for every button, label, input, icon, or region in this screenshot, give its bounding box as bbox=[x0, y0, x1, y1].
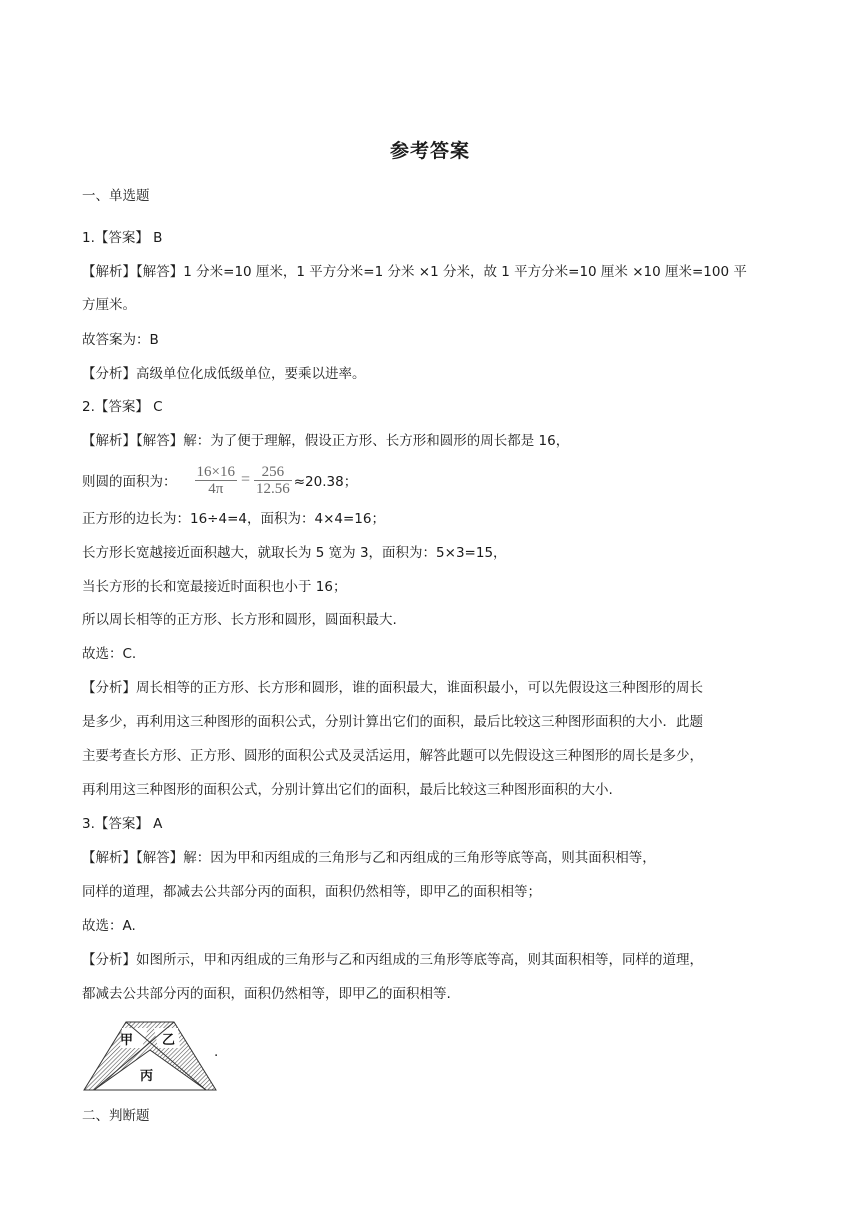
q2-reasoning-line1: 【分析】周长相等的正方形、长方形和圆形，谁的面积最大，谁面积最小，可以先假设这三种图形的周长 bbox=[82, 680, 703, 696]
q3-analysis-line1: 【解析】【解答】解：因为甲和丙组成的三角形与乙和丙组成的三角形等底等高，则其面积相等， bbox=[82, 850, 656, 866]
q2-answer: 2.【答案】 C bbox=[82, 399, 163, 415]
fraction-1-numerator: 16×16 bbox=[196, 463, 235, 480]
label-jia: 甲 bbox=[120, 1033, 134, 1048]
q1-analysis-line2: 方厘米。 bbox=[82, 297, 136, 313]
q3-reasoning-line2: 都减去公共部分丙的面积，面积仍然相等，即甲乙的面积相等. bbox=[82, 986, 451, 1002]
label-yi: 乙 bbox=[162, 1033, 176, 1048]
q2-reasoning-line2: 是多少，再利用这三种图形的面积公式，分别计算出它们的面积，最后比较这三种图形面积的大小．此题 bbox=[82, 714, 703, 730]
page-title: 参考答案 bbox=[389, 140, 470, 162]
q2-square: 正方形的边长为：16÷4=4，面积为：4×4=16； bbox=[82, 511, 385, 527]
fraction-2-denominator: 12.56 bbox=[256, 480, 290, 497]
q3-reasoning-line1: 【分析】如图所示，甲和丙组成的三角形与乙和丙组成的三角形等底等高，则其面积相等，同样的道理， bbox=[82, 952, 703, 968]
q3-answer: 3.【答案】 A bbox=[82, 816, 163, 832]
formula-result: ≈20.38； bbox=[293, 474, 358, 490]
triangle-figure bbox=[82, 1020, 218, 1092]
fraction-2-numerator: 256 bbox=[261, 463, 285, 480]
q2-rectangle: 长方形长宽越接近面积越大，就取长为 5 宽为 3，面积为：5×3=15， bbox=[82, 545, 507, 561]
q3-conclusion: 故选：A. bbox=[82, 918, 136, 934]
q2-reasoning-line4: 再利用这三种图形的面积公式，分别计算出它们的面积，最后比较这三种图形面积的大小. bbox=[82, 782, 613, 798]
section-heading-single-choice: 一、单选题 bbox=[82, 188, 150, 204]
fraction-2 bbox=[254, 464, 292, 497]
q2-circle-area-formula bbox=[82, 462, 357, 498]
q1-answer: 1.【答案】 B bbox=[82, 230, 163, 246]
q3-analysis-line2: 同样的道理，都减去公共部分丙的面积，面积仍然相等，即甲乙的面积相等； bbox=[82, 884, 541, 900]
q2-reasoning-line3: 主要考查长方形、正方形、圆形的面积公式及灵活运用，解答此题可以先假设这三种图形的周长是多少， bbox=[82, 748, 703, 764]
equals-sign: = bbox=[240, 471, 250, 488]
section-heading-true-false: 二、判断题 bbox=[82, 1108, 150, 1124]
fraction-1-denominator: 4π bbox=[208, 480, 224, 497]
fraction-1 bbox=[195, 464, 237, 497]
q2-summary: 所以周长相等的正方形、长方形和圆形，圆面积最大. bbox=[82, 612, 397, 628]
q1-reasoning: 【分析】高级单位化成低级单位，要乘以进率。 bbox=[82, 366, 366, 382]
q1-conclusion: 故答案为：B bbox=[82, 332, 159, 348]
q2-analysis-line1: 【解析】【解答】解：为了便于理解，假设正方形、长方形和圆形的周长都是 16， bbox=[82, 433, 570, 449]
q2-conclusion: 故选：C. bbox=[82, 646, 137, 662]
q1-analysis-line1: 【解析】【解答】1 分米=10 厘米，1 平方分米=1 分米 ×1 分米，故 1 平方分米=10 厘米 ×10 厘米=100 平 bbox=[82, 264, 747, 280]
formula-prefix: 则圆的面积为： bbox=[82, 474, 177, 490]
label-bing: 丙 bbox=[140, 1069, 154, 1084]
figure-period: . bbox=[214, 1044, 219, 1060]
q2-rectangle-2: 当长方形的长和宽最接近时面积也小于 16； bbox=[82, 579, 347, 595]
